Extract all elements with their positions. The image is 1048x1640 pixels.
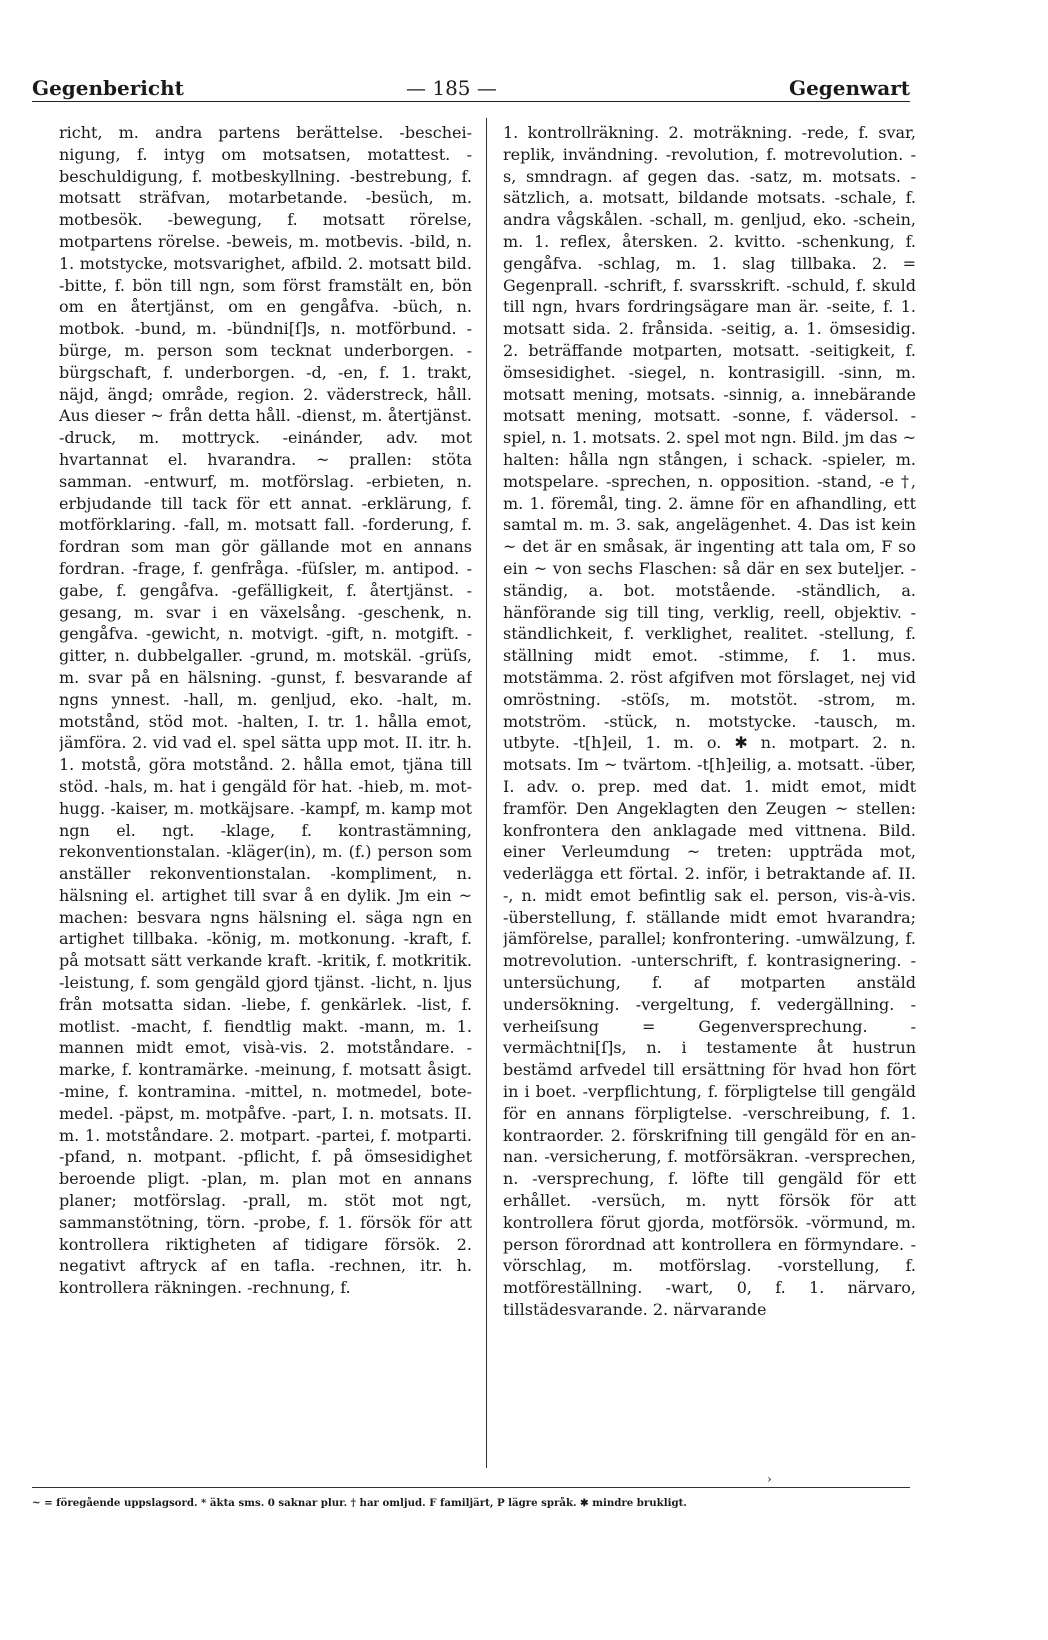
header-right-guideword: Gegenwart (788, 76, 910, 100)
header-left-guideword: Gegenbericht (32, 76, 184, 100)
header-rule (32, 101, 910, 102)
right-column: 1. kontrollräkning. 2. moträkning. -rede, f. svar, replik, invändning. -revolution, f. motrevolution. -s, smndragn. af gegen das. -satz, m. motsats. -sätzlich, a. motsatt, bildande motsats. -schale, f. andra vågskålen. -schall, m. genljud, eko. -schein, m. 1. reflex, återsken. 2. kvitto. -schenkung, f. gengåfva. -schlag, m. 1. slag tillbaka. 2. = Gegenprall. -schrift, f. svarsskrift. -schuld, f. skuld till ngn, hvars fordringsägare man är. -seite, f. 1. motsatt sida. 2. frånsida. -seitig, a. 1. ömsesidig. 2. beträffande motparten, motsatt. -seitigkeit, f. ömsesidighet. -siegel, n. kontrasigill. -sinn, m. motsatt mening, motsats. -sinnig, a. innebärande motsatt mening, motsatt. -sonne, f. vädersol. -spiel, n. 1. motsats. 2. spel mot ngn. Bild. jm das ~ halten: hålla ngn stången, i schack. -spieler, m. motspelare. -sprechen, n. opposition. -stand, -e †, m. 1. föremål, ting. 2. ämne för en afhandling, ett samtal m. m. 3. sak, angelägenhet. 4. Das ist kein ~ det är en småsak, är ingenting att tala om, F so ein ~ von sechs Flaschen: så där en sex buteljer. -ständig, a. bot. motstående. -ständlich, a. hänförande sig till ting, verklig, reell, objektiv. -ständlichkeit, f. verklighet, realitet. -stellung, f. ställning midt emot. -stimme, f. 1. mus. motstämma. 2. röst afgifven mot förslaget, nej vid omröstning. -stöſs, m. motstöt. -strom, m. motström. -stück, n. motstycke. -tausch, m. utbyte. -t[h]eil, 1. m. o. ✱ n. motpart. 2. n. motsats. Im ~ tvärtom. -t[h]eilig, a. motsatt. -über, I. adv. o. prep. med dat. 1. midt emot, midt framför. Den Angeklagten den Zeugen ~ stellen: konfrontera den anklagade med vittnena. Bild. einer Verleumdung ~ treten: uppträda mot, vederlägga ett förtal. 2. inför, i betraktande af. II. -, n. midt emot befintlig sak el. person, vis-à-vis. -überstellung, f. ställande midt emot hvarandra; jämförelse, parallel; konfrontering. -umwälzung, f. motrevolution. -unterschrift, f. kontrasignering. -untersüchung, f. af motparten anstäld undersökning. -vergeltung, f. vedergällning. -verheiſsung = Gegenversprechung. -vermächtni[ſ]s, n. i testamente åt hustrun bestämd arfvedel till ersättning för hvad hon fört in i boet. -verpflichtung, f. förpligtelse till gengäld för en annans förpligtelse. -verschreibung, f. 1. kontraorder. 2. förskrifning till gengäld för en annan. -versicherung, f. motförsäkran. -versprechen, n. -versprechung, f. löfte till gengäld för ett erhållet. -versüch, m. nytt försök för att kontrollera förut gjorda, motförsök. -vörmund, m. person förordnad att kontrollera en förmyndare. -vörschlag, m. motförslag. -vorstellung, f. motföreställning. -wart, 0, f. 1. närvaro, tillstädesvarande. 2. närvarande (503, 123, 916, 1320)
page-header (32, 66, 910, 98)
column-divider (486, 118, 487, 1468)
page-number: — 185 — (406, 76, 497, 100)
continuation-mark: › (767, 1472, 772, 1486)
left-column: richt, m. andra partens berättelse. -bescheinigung, f. intyg om motsatsen, motattest. -beschuldigung, f. motbeskyllning. -bestrebung, f. motsatt sträfvan, motarbetande. -besüch, m. motbesök. -bewegung, f. motsatt rörelse, motpartens rörelse. -beweis, m. motbevis. -bild, n. 1. motstycke, motsvarighet, afbild. 2. motsatt bild. -bitte, f. bön till ngn, som först framstält en, bön om en återtjänst, om en gengåfva. -büch, n. motbok. -bund, m. -bündni[ſ]s, n. motförbund. -bürge, m. person som tecknat underborgen. -bürgschaft, f. underborgen. -d, -en, f. 1. trakt, näjd, ängd; område, region. 2. väderstreck, håll. Aus dieser ~ från detta håll. -dienst, m. återtjänst. -druck, m. mottryck. -einánder, adv. mot hvartannat el. hvarandra. ~ prallen: stöta samman. -entwurf, m. motförslag. -erbieten, n. erbjudande till tack för ett annat. -erklärung, f. motförklaring. -fall, m. motsatt fall. -forderung, f. fordran som man gör gällande mot en annans fordran. -frage, f. genfråga. -füſsler, m. antipod. -gabe, f. gengåfva. -gefälligkeit, f. återtjänst. -gesang, m. svar i en växelsång. -geschenk, n. gengåfva. -gewicht, n. motvigt. -gift, n. motgift. -gitter, n. dubbelgaller. -grund, m. motskäl. -grüſs, m. svar på en hälsning. -gunst, f. besvarande af ngns ynnest. -hall, m. genljud, eko. -halt, m. motstånd, stöd mot. -halten, I. tr. 1. hålla emot, jämföra. 2. vid vad el. spel sätta upp mot. II. itr. h. 1. motstå, göra motstånd. 2. hålla emot, tjäna till stöd. -hals, m. hat i gengäld för hat. -hieb, m. mothugg. -kaiser, m. motkäjsare. -kampf, m. kamp mot ngn el. ngt. -klage, f. kontrastämning, rekonventionstalan. -kläger(in), m. (f.) person som anställer rekonventionstalan. -kompliment, n. hälsning el. artighet till svar å en dylik. Jm ein ~ machen: besvara ngns hälsning el. säga ngn en artighet tillbaka. -könig, m. motkonung. -kraft, f. på motsatt sätt verkande kraft. -kritik, f. motkritik. -leistung, f. som gengäld gjord tjänst. -licht, n. ljus från motsatta sidan. -liebe, f. genkärlek. -list, f. motlist. -macht, f. fiendtlig makt. -mann, m. 1. mannen midt emot, visà-vis. 2. motståndare. -marke, f. kontramärke. -meinung, f. motsatt åsigt. -mine, f. kontramina. -mittel, n. motmedel, botemedel. -päpst, m. motpåfve. -part, I. n. motsats. II. m. 1. motståndare. 2. motpart. -partei, f. motparti. -pfand, n. motpant. -pflicht, f. på ömsesidighet beroende pligt. -plan, m. plan mot en annans planer; motförslag. -prall, m. stöt mot ngt, sammanstötning, törn. -probe, f. 1. försök för att kontrollera riktigheten af tidigare försök. 2. negativt aftryck af en tafla. -rechnen, itr. h. kontrollera räkningen. -rechnung, f. (59, 123, 472, 1298)
footer-rule (32, 1487, 910, 1488)
abbreviation-key: ~ = föregående uppslagsord. * äkta sms. 0 saknar plur. † har omljud. F familjärt, P lägre språk. ✱ mindre brukligt. (32, 1497, 687, 1509)
